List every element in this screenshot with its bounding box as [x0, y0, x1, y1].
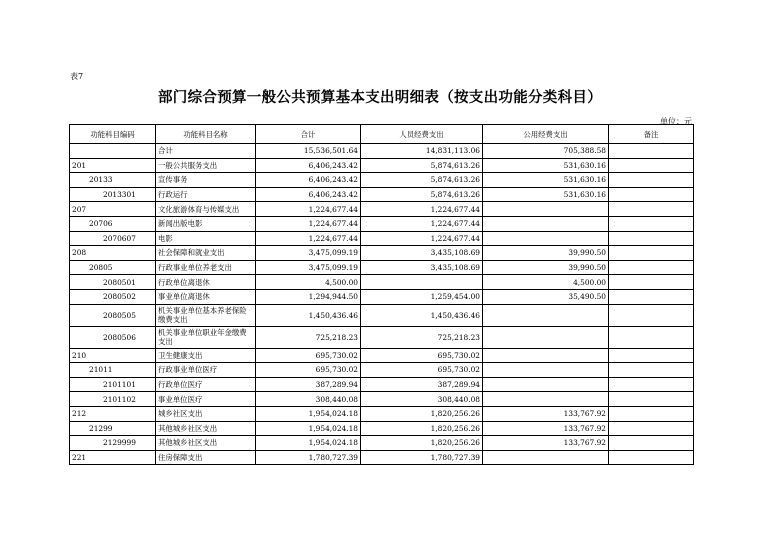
cell-public: [483, 348, 609, 363]
cell-note: [609, 363, 694, 378]
cell-public: [483, 216, 609, 231]
cell-code: 20706: [70, 216, 156, 231]
cell-personnel: 1,820,256.26: [361, 421, 483, 436]
cell-name: 宣传事务: [156, 173, 256, 188]
cell-personnel: 1,780,727.39: [361, 450, 483, 465]
cell-total: 1,954,024.18: [256, 436, 361, 451]
header-total: 合计: [256, 125, 361, 144]
cell-personnel: 308,440.08: [361, 392, 483, 407]
cell-code: 2129999: [70, 436, 156, 451]
cell-total: 695,730.02: [256, 348, 361, 363]
cell-name: 电影: [156, 231, 256, 246]
cell-code: 2080506: [70, 326, 156, 348]
cell-name: 事业单位离退休: [156, 289, 256, 304]
cell-note: [609, 216, 694, 231]
cell-public: [483, 450, 609, 465]
cell-public: [483, 202, 609, 217]
cell-note: [609, 187, 694, 202]
cell-personnel: 1,820,256.26: [361, 406, 483, 421]
cell-name: 行政单位医疗: [156, 377, 256, 392]
cell-name: 城乡社区支出: [156, 406, 256, 421]
table-row: [70, 326, 694, 348]
cell-note: [609, 275, 694, 290]
cell-note: [609, 377, 694, 392]
cell-code: 21011: [70, 363, 156, 378]
table-number: 表7: [70, 72, 84, 81]
cell-personnel: 387,289.94: [361, 377, 483, 392]
table-row: [70, 275, 694, 290]
cell-public: 133,767.92: [483, 421, 609, 436]
cell-total: 6,406,243.42: [256, 187, 361, 202]
table-row: [70, 173, 694, 188]
cell-note: [609, 231, 694, 246]
cell-name: 卫生健康支出: [156, 348, 256, 363]
cell-personnel: 1,224,677.44: [361, 216, 483, 231]
cell-code: 210: [70, 348, 156, 363]
cell-code: 212: [70, 406, 156, 421]
header-name: 功能科目名称: [156, 125, 256, 144]
cell-total: 1,224,677.44: [256, 202, 361, 217]
cell-code: 2013301: [70, 187, 156, 202]
cell-note: [609, 450, 694, 465]
cell-name: 行政单位离退休: [156, 275, 256, 290]
table-row: [70, 144, 694, 159]
cell-code: 2101101: [70, 377, 156, 392]
cell-code: 208: [70, 246, 156, 261]
cell-total: 3,475,099.19: [256, 246, 361, 261]
cell-note: [609, 326, 694, 348]
cell-public: [483, 231, 609, 246]
cell-personnel: 5,874,613.26: [361, 187, 483, 202]
cell-note: [609, 260, 694, 275]
cell-total: 308,440.08: [256, 392, 361, 407]
cell-personnel: 1,820,256.26: [361, 436, 483, 451]
cell-public: [483, 392, 609, 407]
cell-total: 1,954,024.18: [256, 421, 361, 436]
cell-name: 一般公共服务支出: [156, 158, 256, 173]
table-body: [70, 144, 694, 465]
cell-code: 2080505: [70, 304, 156, 326]
cell-public: 531,630.16: [483, 158, 609, 173]
cell-note: [609, 202, 694, 217]
cell-personnel: 5,874,613.26: [361, 158, 483, 173]
table-row: [70, 450, 694, 465]
table-row: [70, 377, 694, 392]
cell-code: [70, 144, 156, 159]
cell-name: 行政事业单位医疗: [156, 363, 256, 378]
cell-total: 3,475,099.19: [256, 260, 361, 275]
cell-total: 1,954,024.18: [256, 406, 361, 421]
cell-public: 35,490.50: [483, 289, 609, 304]
cell-public: 39,990.50: [483, 260, 609, 275]
cell-code: 2080502: [70, 289, 156, 304]
cell-note: [609, 421, 694, 436]
cell-public: 705,388.58: [483, 144, 609, 159]
table-row: [70, 260, 694, 275]
cell-total: 725,218.23: [256, 326, 361, 348]
cell-total: 4,500.00: [256, 275, 361, 290]
cell-code: 201: [70, 158, 156, 173]
cell-personnel: 725,218.23: [361, 326, 483, 348]
cell-name: 其他城乡社区支出: [156, 421, 256, 436]
table-row: [70, 216, 694, 231]
cell-code: 2101102: [70, 392, 156, 407]
cell-note: [609, 406, 694, 421]
cell-note: [609, 304, 694, 326]
cell-code: 21299: [70, 421, 156, 436]
cell-name: 合计: [156, 144, 256, 159]
table-row: [70, 436, 694, 451]
cell-name: 新闻出版电影: [156, 216, 256, 231]
cell-total: 15,536,501.64: [256, 144, 361, 159]
cell-note: [609, 392, 694, 407]
cell-total: 1,450,436.46: [256, 304, 361, 326]
cell-personnel: 1,224,677.44: [361, 202, 483, 217]
cell-public: [483, 304, 609, 326]
cell-name: 行政运行: [156, 187, 256, 202]
cell-total: 1,780,727.39: [256, 450, 361, 465]
cell-name: 文化旅游体育与传媒支出: [156, 202, 256, 217]
cell-note: [609, 289, 694, 304]
cell-personnel: 695,730.02: [361, 348, 483, 363]
cell-code: 2080501: [70, 275, 156, 290]
cell-note: [609, 436, 694, 451]
cell-total: 6,406,243.42: [256, 158, 361, 173]
cell-name: 事业单位医疗: [156, 392, 256, 407]
cell-public: 4,500.00: [483, 275, 609, 290]
cell-public: 39,990.50: [483, 246, 609, 261]
table-row: [70, 231, 694, 246]
unit-label: 单位：元: [660, 117, 692, 126]
cell-note: [609, 158, 694, 173]
cell-personnel: 1,259,454.00: [361, 289, 483, 304]
cell-total: 1,294,944.50: [256, 289, 361, 304]
header-personnel: 人员经费支出: [361, 125, 483, 144]
cell-personnel: 1,450,436.46: [361, 304, 483, 326]
table-row: [70, 289, 694, 304]
budget-detail-table: [69, 124, 694, 465]
cell-public: 133,767.92: [483, 406, 609, 421]
cell-personnel: 14,831,113.06: [361, 144, 483, 159]
cell-code: 207: [70, 202, 156, 217]
cell-name: 机关事业单位职业年金缴费支出: [156, 326, 256, 348]
cell-public: [483, 377, 609, 392]
table-row: [70, 158, 694, 173]
cell-personnel: 5,874,613.26: [361, 173, 483, 188]
cell-name: 社会保障和就业支出: [156, 246, 256, 261]
cell-total: 6,406,243.42: [256, 173, 361, 188]
table-row: [70, 187, 694, 202]
table-row: [70, 363, 694, 378]
table-header-row: [70, 125, 694, 144]
cell-public: [483, 363, 609, 378]
cell-public: 133,767.92: [483, 436, 609, 451]
table-row: [70, 406, 694, 421]
cell-personnel: 695,730.02: [361, 363, 483, 378]
page-title: 部门综合预算一般公共预算基本支出明细表（按支出功能分类科目）: [158, 89, 602, 106]
cell-total: 387,289.94: [256, 377, 361, 392]
header-public: 公用经费支出: [483, 125, 609, 144]
cell-note: [609, 173, 694, 188]
cell-personnel: 3,435,108.69: [361, 260, 483, 275]
table-row: [70, 348, 694, 363]
cell-total: 695,730.02: [256, 363, 361, 378]
cell-code: 20805: [70, 260, 156, 275]
cell-code: 2070607: [70, 231, 156, 246]
table-row: [70, 421, 694, 436]
cell-name: 其他城乡社区支出: [156, 436, 256, 451]
cell-name: 住房保障支出: [156, 450, 256, 465]
cell-name: 机关事业单位基本养老保险缴费支出: [156, 304, 256, 326]
table-row: [70, 246, 694, 261]
cell-total: 1,224,677.44: [256, 231, 361, 246]
table-row: [70, 392, 694, 407]
cell-note: [609, 348, 694, 363]
cell-code: 20133: [70, 173, 156, 188]
table-row: [70, 304, 694, 326]
cell-total: 1,224,677.44: [256, 216, 361, 231]
cell-public: 531,630.16: [483, 187, 609, 202]
cell-personnel: 3,435,108.69: [361, 246, 483, 261]
table-row: [70, 202, 694, 217]
header-code: 功能科目编码: [70, 125, 156, 144]
cell-public: 531,630.16: [483, 173, 609, 188]
cell-name: 行政事业单位养老支出: [156, 260, 256, 275]
cell-note: [609, 144, 694, 159]
cell-personnel: 1,224,677.44: [361, 231, 483, 246]
cell-note: [609, 246, 694, 261]
cell-personnel: [361, 275, 483, 290]
header-note: 备注: [609, 125, 694, 144]
cell-code: 221: [70, 450, 156, 465]
cell-public: [483, 326, 609, 348]
